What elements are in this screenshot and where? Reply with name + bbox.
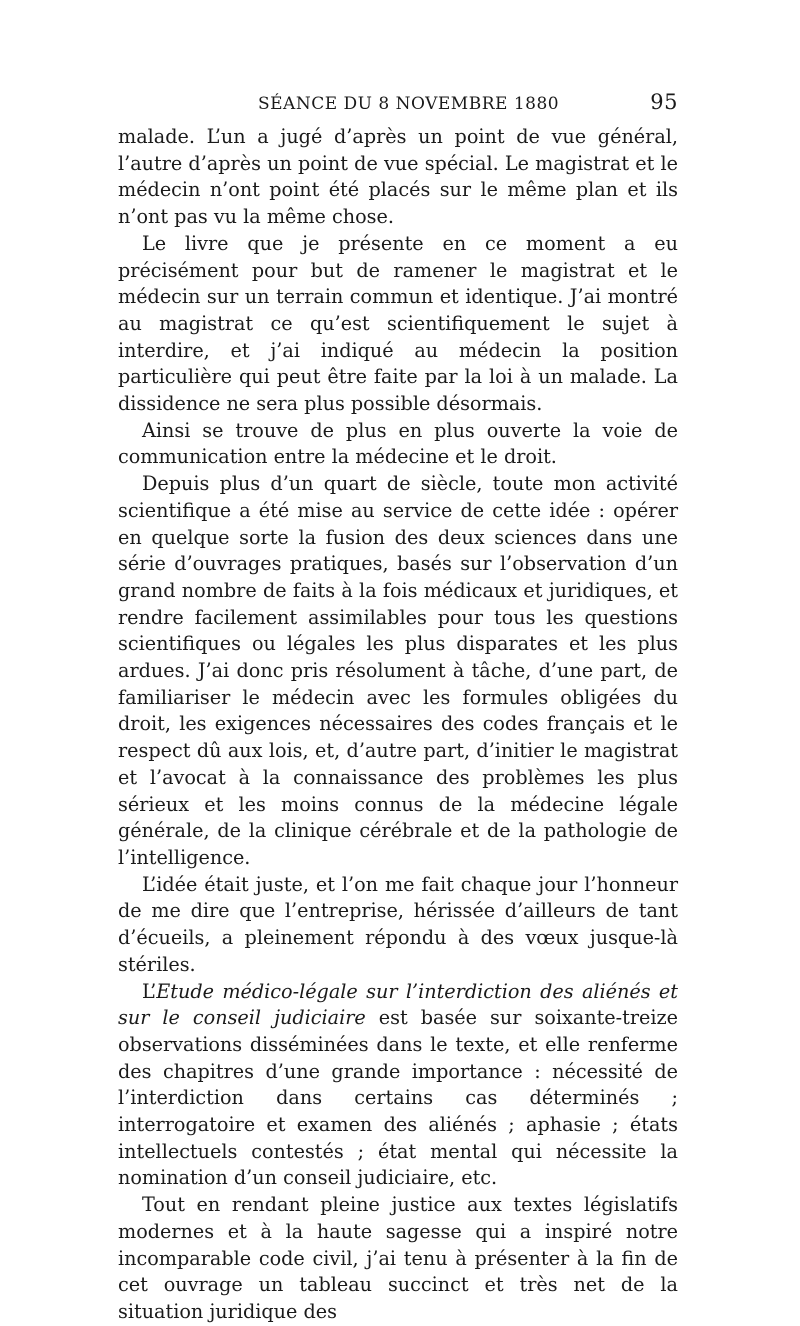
paragraph-2: Le livre que je présente en ce moment a eu précisément pour but de ramener le magistrat et le médecin sur un terrain commun et identique. J’ai montré au magistrat ce qu’est scientifiquement le sujet à interdire, et j’ai indiqué au médecin la position particulière qui peut être faite par la loi à un malade. La dissidence ne sera plus possible désormais. [118,231,678,416]
paragraph-5: L’idée était juste, et l’on me fait chaque jour l’honneur de me dire que l’entreprise, hérissée d’ailleurs de tant d’écueils, a pleinement répondu à des vœux jusque-là stériles. [118,872,678,976]
book-page [118,90,678,1326]
paragraph-4: Depuis plus d’un quart de siècle, toute mon activité scientifique a été mise au service de cette idée : opérer en quelque sorte la fusion des deux sciences dans une série d’ouvrages pratiques, basés sur l’observation d’un grand nombre de faits à la fois médicaux et juridiques, et rendre facilement assimilables pour tous les questions scientifiques ou légales les plus disparates et les plus ardues. J’ai donc pris résolument à tâche, d’une part, de familiariser le médecin avec les formules obligées du droit, les exigences nécessaires des codes français et le respect dû aux lois, et, d’autre part, d’initier le magistrat et l’avocat à la connaissance des problèmes les plus sérieux et les moins connus de la médecine légale générale, de la clinique cérébrale et de la pathologie de l’intelligence. [118,472,678,869]
running-head [118,90,678,124]
running-title: SÉANCE DU 8 NOVEMBRE 1880 [258,94,560,114]
paragraph-6-lead: L’ [142,979,157,1003]
paragraph-6 [118,979,678,1193]
paragraph-7: Tout en rendant pleine justice aux textes législatifs modernes et à la haute sagesse qui a inspiré notre incomparable code civil, j’ai tenu à présenter à la fin de cet ouvrage un tableau succinct et très net de la situation juridique des [118,1193,678,1323]
paragraph-3: Ainsi se trouve de plus en plus ouverte la voie de communication entre la médecine et le droit. [118,418,678,469]
page-number: 95 [650,90,678,114]
paragraph-6-rest: est basée sur soixante-treize observations disséminées dans le texte, et elle renferme des chapitres d’une grande importance : nécessité de l’interdiction dans certains cas déterminés ; interrogatoire et examen des aliénés ; aphasie ; états intellectuels contestés ; état mental qui nécessite la nomination d’un conseil judiciaire, etc. [118,1006,678,1190]
book-title: Etude médico-légale sur l’interdiction des aliénés et sur le conseil judiciaire [118,979,678,1030]
body-text [118,124,678,1326]
paragraph-1: malade. L’un a jugé d’après un point de vue général, l’autre d’après un point de vue spécial. Le magistrat et le médecin n’ont point été placés sur le même plan et ils n’ont pas vu la même chose. [118,125,678,229]
